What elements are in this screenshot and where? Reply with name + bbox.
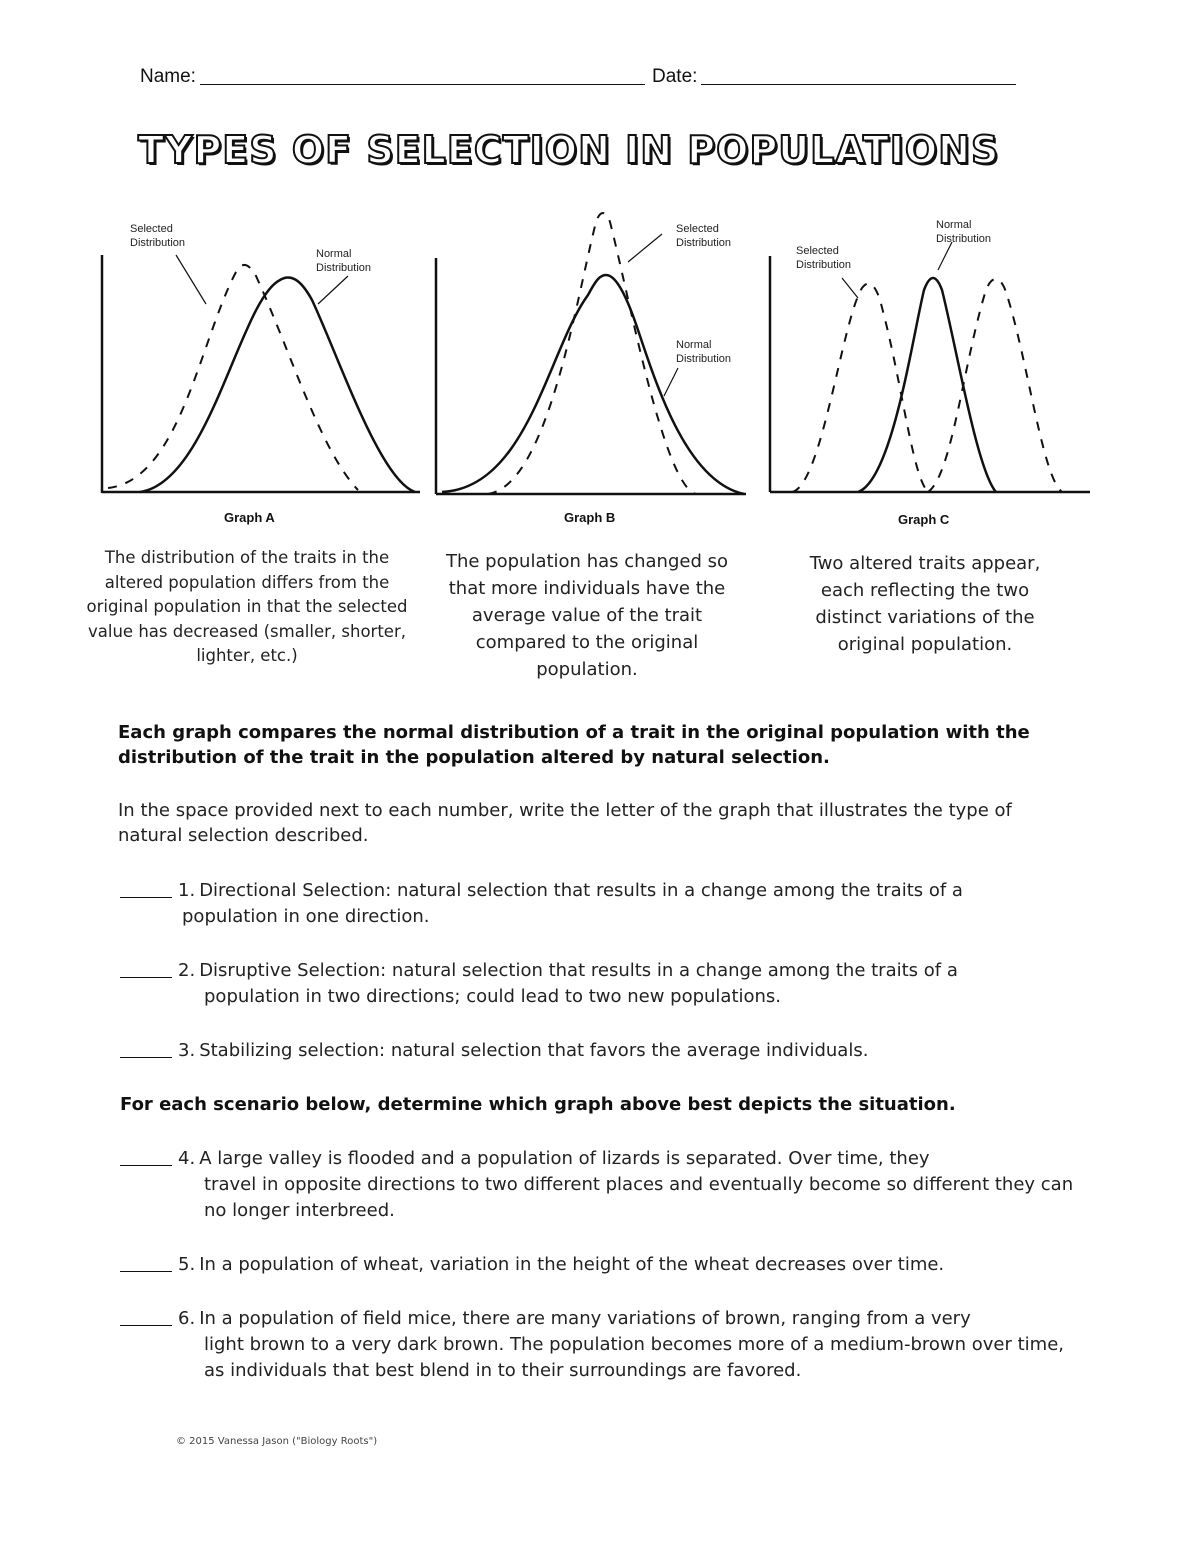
question-number: 4. (178, 1148, 196, 1169)
scenario-instruction: For each scenario below, determine which graph above best depicts the situation. (120, 1094, 956, 1115)
date-field (652, 66, 1016, 88)
question-number: 2. (178, 960, 196, 981)
question-5 (120, 1252, 1090, 1278)
question-number: 6. (178, 1308, 196, 1329)
question-text: In a population of wheat, variation in the height of the wheat decreases over time. (199, 1254, 945, 1275)
graph-b-normal-label: Normal Distribution (676, 339, 732, 365)
graph-b-description: The population has changed so that more individuals have the average value of the trait compared to the original population. (445, 551, 729, 680)
question-text: A large valley is flooded and a population of lizards is separated. Over time, they (199, 1148, 930, 1169)
question-number: 3. (178, 1040, 196, 1061)
question-text: Directional Selection: natural selection that results in a change among the traits of a (199, 880, 963, 901)
graph-b-selected-pointer (628, 234, 662, 262)
graph-c-normal-pointer (938, 242, 952, 270)
date-label: Date: (652, 66, 698, 87)
answer-blank-5[interactable] (120, 1255, 172, 1272)
graph-b-caption: Graph B (564, 510, 616, 525)
question-text: In a population of field mice, there are many variations of brown, ranging from a very (199, 1308, 971, 1329)
graph-c-description: Two altered traits appear, each reflecting the two distinct variations of the original population. (809, 553, 1041, 655)
graph-a-normal-curve (140, 277, 415, 492)
page-title: TYPES OF SELECTION IN POPULATIONS (138, 128, 1000, 172)
question-text: Stabilizing selection: natural selection that favors the average individuals. (199, 1040, 869, 1061)
name-blank[interactable] (200, 66, 645, 85)
answer-blank-6[interactable] (120, 1309, 172, 1326)
question-text-cont: population in one direction. (182, 906, 430, 927)
question-text-cont: light brown to a very dark brown. The population becomes more of a medium-brown over time, as individuals that best blend in to their surroundings are favored. (204, 1334, 1064, 1381)
graph-c-selected-pointer (842, 278, 858, 298)
graph-b-selected-label: Selected Distribution (676, 223, 732, 249)
graph-c-caption: Graph C (898, 512, 950, 527)
graph-b-normal-pointer (664, 368, 678, 396)
name-label: Name: (140, 66, 196, 87)
answer-blank-4[interactable] (120, 1149, 172, 1166)
graph-c-selected-curve-left (792, 284, 928, 492)
question-number: 1. (178, 880, 196, 901)
graph-b-normal-curve (442, 275, 744, 494)
graph-b-selected-curve (488, 213, 696, 494)
answer-blank-2[interactable] (120, 961, 172, 978)
graph-c-selected-label: Selected Distribution (796, 245, 852, 271)
graph-a-selected-label: Selected Distribution (130, 223, 186, 249)
question-2 (120, 958, 1090, 1010)
question-6 (120, 1306, 1090, 1384)
answer-blank-1[interactable] (120, 881, 172, 898)
compare-instruction: Each graph compares the normal distribution of a trait in the original population with the distribution of the trait in the population altered by natural selection. (118, 722, 1030, 768)
space-instruction: In the space provided next to each number, write the letter of the graph that illustrates the type of natural selection described. (118, 800, 1012, 846)
graph-a-description: The distribution of the traits in the altered population differs from the original population in that the selected value has decreased (smaller, shorter, lighter, etc.) (86, 548, 408, 665)
graph-c-normal-curve (858, 278, 996, 492)
question-1 (120, 878, 1090, 930)
question-text: Disruptive Selection: natural selection that results in a change among the traits of a (199, 960, 958, 981)
answer-blank-3[interactable] (120, 1041, 172, 1058)
graph-a (90, 200, 430, 530)
question-text-cont: travel in opposite directions to two different places and eventually become so different they can no longer interbreed. (204, 1174, 1074, 1221)
question-number: 5. (178, 1254, 196, 1275)
graph-a-selected-curve (108, 265, 358, 490)
graph-c (762, 200, 1096, 530)
name-field (140, 66, 645, 88)
graph-a-caption: Graph A (224, 510, 275, 525)
graph-a-normal-pointer (318, 276, 348, 304)
question-4 (120, 1146, 1090, 1224)
copyright-footer: © 2015 Vanessa Jason ("Biology Roots") (176, 1436, 378, 1447)
graph-a-normal-label: Normal Distribution (316, 248, 372, 274)
question-text-cont: population in two directions; could lead to two new populations. (204, 986, 782, 1007)
date-blank[interactable] (701, 66, 1016, 85)
graph-c-normal-label: Normal Distribution (936, 219, 992, 245)
graph-a-selected-pointer (176, 255, 206, 304)
graph-b (428, 200, 758, 530)
question-3 (120, 1038, 1090, 1064)
